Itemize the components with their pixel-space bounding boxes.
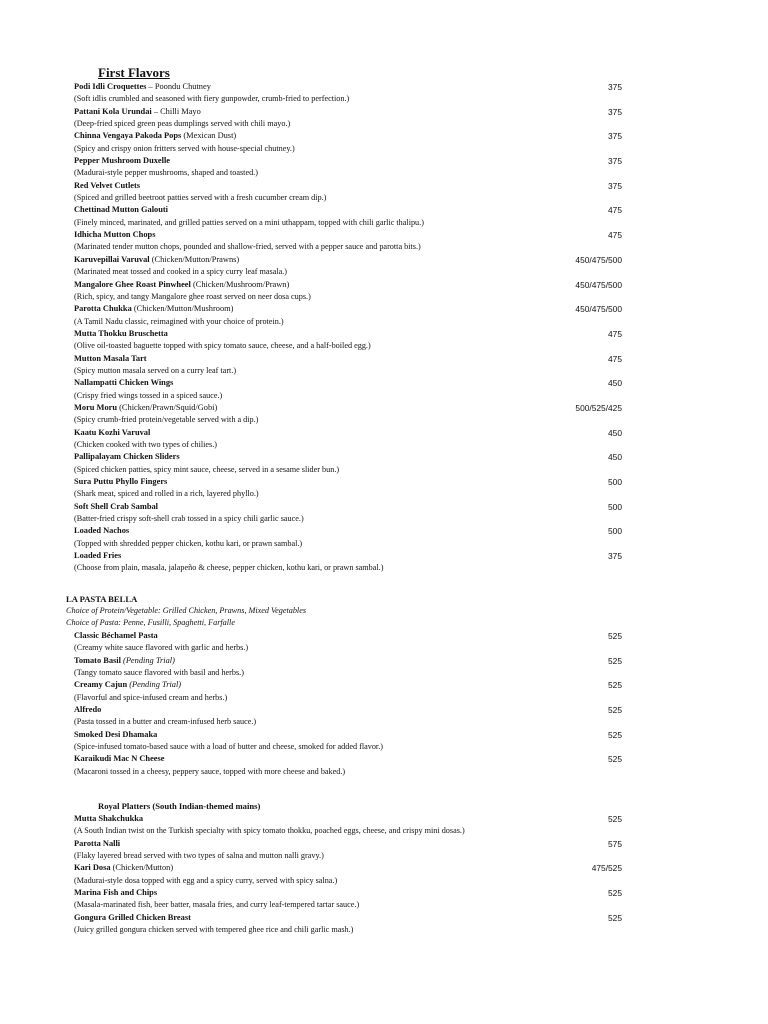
menu-item: [74, 729, 622, 754]
item-description: (A Tamil Nadu classic, reimagined with your choice of protein.): [74, 316, 284, 326]
item-name: Nallampatti Chicken Wings: [74, 378, 174, 388]
item-price: 375: [608, 131, 622, 142]
pasta-type-choice: Choice of Pasta: Penne, Fusilli, Spaghetti, Farfalle: [66, 618, 235, 627]
item-name: Tomato Basil: [74, 655, 121, 665]
menu-item: [74, 704, 622, 729]
item-note: (Mexican Dust): [181, 131, 237, 141]
item-description: (Pasta tossed in a butter and cream-infused herb sauce.): [74, 717, 257, 727]
item-note: (Chicken/Mushroom/Prawn): [190, 279, 290, 289]
item-price: 525: [608, 705, 622, 716]
item-name: Idhicha Mutton Chops: [74, 230, 156, 240]
item-price: 475: [608, 230, 622, 241]
menu-item: [74, 254, 622, 279]
menu-item: [74, 155, 622, 180]
item-note: (Pending Trial): [127, 680, 182, 690]
item-name: Kari Dosa: [74, 863, 111, 873]
item-name: Mutton Masala Tart: [74, 353, 147, 363]
menu-item: [74, 753, 622, 778]
item-description: (Marinated tender mutton chops, pounded and shallow-fried, served with a pepper sauce and parotta bits.): [74, 242, 421, 252]
item-name: Podi Idli Croquettes: [74, 82, 147, 91]
menu-item: [74, 813, 622, 838]
item-price: 450/475/500: [575, 304, 622, 315]
item-description: (Marinated meat tossed and cooked in a spicy curry leaf masala.): [74, 267, 288, 277]
item-price: 475/525: [591, 863, 622, 874]
item-price: 375: [608, 106, 622, 117]
section-heading-pasta: LA PASTA BELLA: [66, 594, 138, 604]
item-name: Loaded Fries: [74, 551, 122, 561]
item-price: 375: [608, 180, 622, 191]
menu-item: [74, 106, 622, 131]
item-description: (Olive oil-toasted baguette topped with spicy tomato sauce, cheese, and a half-boiled egg.): [74, 341, 371, 351]
item-name: Pattani Kola Urundai: [74, 106, 152, 116]
menu-item: [74, 353, 622, 378]
item-price: 525: [608, 655, 622, 666]
item-name: Parotta Nalli: [74, 838, 121, 848]
item-price: 525: [608, 814, 622, 824]
royal-platters-list: [74, 813, 622, 936]
item-name: Alfredo: [74, 705, 102, 715]
menu-item: [74, 887, 622, 912]
item-description: (Madurai-style dosa topped with egg and a spicy curry, served with spicy salna.): [74, 875, 338, 885]
item-price: 450/475/500: [575, 279, 622, 290]
section-heading-royal-platters: Royal Platters (South Indian-themed mains): [98, 801, 261, 811]
item-price: 500: [608, 501, 622, 512]
item-name: Kaatu Kozhi Varuval: [74, 427, 151, 437]
menu-item: [74, 912, 622, 937]
item-price: 500: [608, 477, 622, 487]
item-name: Chettinad Mutton Galouti: [74, 205, 168, 215]
menu-item: [74, 180, 622, 205]
item-name: Creamy Cajun: [74, 680, 128, 690]
first-flavors-list: [74, 81, 622, 575]
item-description: (Topped with shredded pepper chicken, kothu kari, or prawn sambal.): [74, 538, 303, 548]
item-description: (Spicy and crispy onion fritters served with house-special chutney.): [74, 143, 295, 153]
item-description: (Tangy tomato sauce flavored with basil and herbs.): [74, 668, 244, 678]
item-description: (Juicy grilled gongura chicken served with tempered ghee rice and chili garlic mash.): [74, 925, 354, 935]
item-description: (Spicy crumb-fried protein/vegetable served with a dip.): [74, 415, 259, 425]
item-price: 375: [608, 156, 622, 167]
item-note: (Pending Trial): [120, 655, 175, 665]
item-name: Classic Béchamel Pasta: [74, 631, 158, 640]
pasta-protein-choice: Choice of Protein/Vegetable: Grilled Chicken, Prawns, Mixed Vegetables: [66, 606, 307, 615]
item-price: 375: [608, 82, 622, 92]
item-name: Pepper Mushroom Duxelle: [74, 156, 170, 166]
item-description: (Masala-marinated fish, beer batter, masala fries, and curry leaf-tempered tartar sauce.): [74, 900, 360, 910]
item-description: (Rich, spicy, and tangy Mangalore ghee roast served on neer dosa cups.): [74, 291, 311, 301]
item-description: (Spice-infused tomato-based sauce with a load of butter and cheese, smoked for added flavor.): [74, 742, 383, 752]
item-price: 575: [608, 838, 622, 849]
item-description: (Deep-fried spiced green peas dumplings served with chili mayo.): [74, 119, 291, 129]
item-name: Mangalore Ghee Roast Pinwheel: [74, 279, 191, 289]
item-description: (Soft idlis crumbled and seasoned with fiery gunpowder, crumb-fried to perfection.): [74, 94, 350, 104]
item-price: 450: [608, 378, 622, 389]
item-name: Pallipalayam Chicken Sliders: [74, 452, 180, 462]
menu-item: [74, 838, 622, 863]
menu-item: [74, 451, 622, 476]
item-price: 525: [608, 888, 622, 899]
item-price: 450: [608, 452, 622, 463]
item-price: 500/525/425: [575, 402, 622, 413]
item-description: (Spiced and grilled beetroot patties served with a fresh cucumber cream dip.): [74, 193, 327, 203]
item-name: Mutta Thokku Bruschetta: [74, 328, 168, 338]
item-description: (Chicken cooked with two types of chilies.): [74, 439, 218, 449]
menu-item: [74, 204, 622, 229]
menu-item: [74, 550, 622, 575]
item-name: Gongura Grilled Chicken Breast: [74, 912, 191, 922]
item-name: Karaikudi Mac N Cheese: [74, 754, 165, 764]
menu-item: [74, 377, 622, 402]
item-name: Smoked Desi Dhamaka: [74, 729, 158, 739]
item-price: 450/475/500: [575, 254, 622, 265]
item-name: Loaded Nachos: [74, 526, 130, 536]
item-price: 475: [608, 205, 622, 216]
item-description: (Macaroni tossed in a cheesy, peppery sauce, topped with more cheese and baked.): [74, 766, 346, 776]
menu-item: [74, 427, 622, 452]
menu-item: [74, 630, 622, 655]
item-price: 500: [608, 526, 622, 537]
menu-item: [74, 303, 622, 328]
menu-item: [74, 655, 622, 680]
item-description: (Flaky layered bread served with two types of salna and mutton nalli gravy.): [74, 851, 324, 861]
item-name: Red Velvet Cutlets: [74, 180, 141, 190]
menu-item: [74, 862, 622, 887]
item-name: Marina Fish and Chips: [74, 888, 158, 898]
item-price: 525: [608, 680, 622, 691]
item-name: Parotta Chukka: [74, 304, 132, 314]
menu-item: [74, 501, 622, 526]
item-name: Sura Puttu Phyllo Fingers: [74, 477, 168, 486]
menu-item: [74, 525, 622, 550]
item-price: 525: [608, 729, 622, 740]
menu-item: [74, 279, 622, 304]
item-description: (Flavorful and spice-infused cream and herbs.): [74, 692, 228, 702]
item-price: 375: [608, 551, 622, 562]
pasta-list: [74, 630, 622, 778]
item-description: (Spiced chicken patties, spicy mint sauce, cheese, served in a sesame slider bun.): [74, 464, 340, 474]
item-note: – Poondu Chutney: [146, 82, 211, 91]
item-description: (Madurai-style pepper mushrooms, shaped and toasted.): [74, 168, 258, 178]
item-description: (Creamy white sauce flavored with garlic and herbs.): [74, 643, 249, 653]
menu-item: [74, 130, 622, 155]
item-note: (Chicken/Mutton/Mushroom): [131, 304, 234, 314]
item-description: (Finely minced, marinated, and grilled patties served on a mini uthappam, topped with chili garlic thalipu.): [74, 217, 424, 227]
item-name: Mutta Shakchukka: [74, 814, 144, 823]
item-name: Karuvepillai Varuval: [74, 254, 150, 264]
item-name: Moru Moru: [74, 402, 118, 412]
item-description: (Spicy mutton masala served on a curry leaf tart.): [74, 365, 237, 375]
item-name: Chinna Vengaya Pakoda Pops: [74, 131, 182, 141]
item-price: 525: [608, 754, 622, 765]
item-description: (Batter-fried crispy soft-shell crab tossed in a spicy chili garlic sauce.): [74, 514, 304, 524]
menu-item: [74, 476, 622, 501]
item-price: 525: [608, 912, 622, 923]
item-note: – Chilli Mayo: [151, 106, 201, 116]
item-name: Soft Shell Crab Sambal: [74, 501, 158, 511]
item-description: (A South Indian twist on the Turkish specialty with spicy tomato thokku, poached eggs, cheese, and crispy mini dosas.): [74, 826, 465, 836]
section-title-first-flavors: First Flavors: [98, 65, 170, 80]
item-note: (Chicken/Prawn/Squid/Gobi): [117, 402, 218, 412]
item-price: 475: [608, 328, 622, 339]
menu-item: [74, 328, 622, 353]
item-price: 525: [608, 631, 622, 641]
menu-item: [74, 402, 622, 427]
item-description: (Shark meat, spiced and rolled in a rich, layered phyllo.): [74, 489, 259, 499]
menu-item: [74, 679, 622, 704]
item-note: (Chicken/Mutton/Prawns): [149, 254, 240, 264]
item-note: (Chicken/Mutton): [110, 863, 174, 873]
item-description: (Crispy fried wings tossed in a spiced sauce.): [74, 390, 223, 400]
menu-item: [74, 81, 622, 106]
item-price: 450: [608, 427, 622, 438]
menu-item: [74, 229, 622, 254]
item-description: (Choose from plain, masala, jalapeño & cheese, pepper chicken, kothu kari, or prawn sambal.): [74, 563, 384, 573]
item-price: 475: [608, 353, 622, 364]
